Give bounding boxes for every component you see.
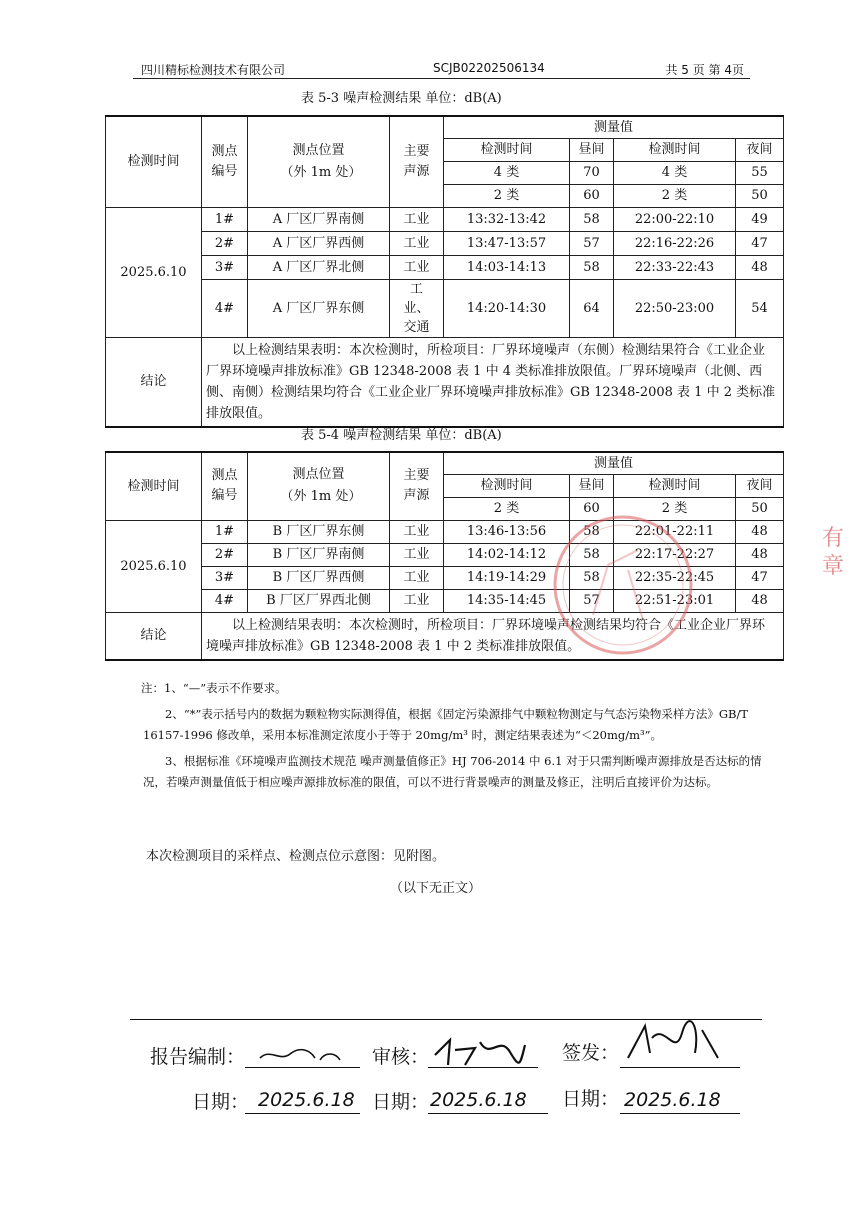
- table-cell: 2#: [202, 543, 248, 566]
- issue-signature: [620, 1018, 725, 1070]
- table-row: [106, 255, 784, 279]
- table2-header-time: 检测时间: [106, 452, 202, 520]
- date-line-1: [245, 1113, 360, 1114]
- table-cell: 48: [736, 589, 784, 612]
- date-2: 2025.6.18: [430, 1089, 527, 1111]
- table1-header-dettime-day: 检测时间: [444, 138, 570, 161]
- date-label-1: 日期：: [192, 1091, 250, 1113]
- table2-header-point-text: 测点编号: [211, 468, 238, 504]
- table2-header-dettime-night: 检测时间: [614, 474, 736, 497]
- table2-header-dettime-day: 检测时间: [444, 474, 570, 497]
- table2-header-location: [248, 452, 390, 520]
- table-cell: 工业: [390, 231, 444, 255]
- table1-header-location-text: 测点位置（外 1m 处）: [280, 142, 362, 180]
- table-cell: B 厂区厂界西北侧: [248, 589, 390, 612]
- company-name: 四川精标检测技术有限公司: [141, 63, 286, 77]
- table2-caption: 表 5-4 噪声检测结果 单位：dB(A): [301, 428, 502, 443]
- table2-std-cell: 2 类: [444, 497, 570, 520]
- table-cell: 13:32-13:42: [444, 207, 570, 231]
- table-cell: A 厂区厂界南侧: [248, 207, 390, 231]
- table1-std-cell: 4 类: [444, 161, 570, 184]
- table-cell: 14:03-14:13: [444, 255, 570, 279]
- table1-std-cell: 50: [736, 184, 784, 207]
- table-cell-text: 工业、交通: [403, 281, 430, 335]
- table-cell: 1#: [202, 520, 248, 543]
- table1: [105, 115, 784, 428]
- table1-caption: 表 5-3 噪声检测结果 单位：dB(A): [301, 91, 502, 106]
- table-cell: 22:17-22:27: [614, 543, 736, 566]
- table-cell: 4#: [202, 589, 248, 612]
- table1-conclusion-text: 以上检测结果表明：本次检测时，所检项目：厂界环境噪声（东侧）检测结果符合《工业企业厂界环境噪声排放标准》GB 12348-2008 表 1 中 4 类标准排放限值。厂界环境噪声（北侧、西侧、南侧）检测结果均符合《工业企业厂界环境噪声排放标准》GB 12348-2008 表 1 中 2 类标准排放限值。: [206, 342, 776, 421]
- figure-note: 本次检测项目的采样点、检测点位示意图：见附图。: [146, 849, 446, 864]
- table2-header-measure: 测量值: [444, 452, 784, 474]
- table1-header-measure: 测量值: [444, 116, 784, 138]
- table-row: [106, 231, 784, 255]
- table-cell: 22:35-22:45: [614, 566, 736, 589]
- seal-fragment-text: 有 章: [822, 526, 845, 579]
- table2-header-source-text: 主要声源: [403, 468, 430, 504]
- table1-conclusion-label: 结论: [106, 337, 202, 427]
- table1-header-point-text: 测点编号: [211, 143, 238, 179]
- table-cell: 22:33-22:43: [614, 255, 736, 279]
- table1-date: 2025.6.10: [106, 207, 202, 337]
- table-cell: 工业: [390, 520, 444, 543]
- table1-header-time: 检测时间: [106, 116, 202, 207]
- table-cell: 58: [570, 207, 614, 231]
- date-label-3: 日期：: [562, 1088, 620, 1110]
- table-cell: 13:46-13:56: [444, 520, 570, 543]
- table-cell: A 厂区厂界西侧: [248, 231, 390, 255]
- table1-std-cell: 2 类: [614, 184, 736, 207]
- table-cell: 64: [570, 279, 614, 337]
- table-cell: 2#: [202, 231, 248, 255]
- table-cell: 58: [570, 543, 614, 566]
- table-cell: 58: [570, 520, 614, 543]
- date-label-2: 日期：: [372, 1091, 430, 1113]
- notes: [143, 678, 783, 793]
- table-cell: 工业: [390, 543, 444, 566]
- table2-std-cell: 50: [736, 497, 784, 520]
- table1-std-cell: 4 类: [614, 161, 736, 184]
- table-cell: 22:00-22:10: [614, 207, 736, 231]
- report-number: SCJB02202506134: [433, 61, 545, 75]
- table-cell: 14:02-14:12: [444, 543, 570, 566]
- company-seal: [548, 510, 698, 660]
- table1-std-cell: 55: [736, 161, 784, 184]
- table1-header-source: [390, 116, 444, 207]
- table2-conclusion-label: 结论: [106, 612, 202, 660]
- prepared-signature: [255, 1040, 350, 1070]
- end-of-text: （以下无正文）: [390, 881, 482, 896]
- table2-header-day: 昼间: [570, 474, 614, 497]
- table-cell: 47: [736, 231, 784, 255]
- table-cell: 4#: [202, 279, 248, 337]
- table-cell: 48: [736, 255, 784, 279]
- table2-header-point: [202, 452, 248, 520]
- note-1: 注：1、“—”表示不作要求。: [141, 681, 287, 695]
- table-cell: 22:51-23:01: [614, 589, 736, 612]
- table2-conclusion-text: 以上检测结果表明：本次检测时，所检项目：厂界环境噪声检测结果均符合《工业企业厂界环境噪声排放标准》GB 12348-2008 表 1 中 2 类标准排放限值。: [206, 617, 766, 654]
- table2-header-night: 夜间: [736, 474, 784, 497]
- table-cell: 工业: [390, 255, 444, 279]
- table-cell: 1#: [202, 207, 248, 231]
- table-cell: 22:50-23:00: [614, 279, 736, 337]
- seal-fragment: [822, 525, 852, 581]
- date-1: 2025.6.18: [258, 1089, 355, 1111]
- table-cell: 22:16-22:26: [614, 231, 736, 255]
- table-cell: 3#: [202, 566, 248, 589]
- table-cell: 57: [570, 589, 614, 612]
- page-header: [133, 60, 750, 79]
- table1-header-location: [248, 116, 390, 207]
- table1-std-cell: 2 类: [444, 184, 570, 207]
- table-cell: 14:20-14:30: [444, 279, 570, 337]
- table1-header-night: 夜间: [736, 138, 784, 161]
- table-cell: 13:47-13:57: [444, 231, 570, 255]
- table1-conclusion: [202, 337, 784, 427]
- table1-header-source-text: 主要声源: [403, 143, 430, 179]
- table-cell: [390, 279, 444, 337]
- table-cell: 3#: [202, 255, 248, 279]
- date-line-2: [428, 1113, 548, 1114]
- table-cell: 工业: [390, 589, 444, 612]
- table-cell: B 厂区厂界东侧: [248, 520, 390, 543]
- table-cell: 14:35-14:45: [444, 589, 570, 612]
- table-cell: A 厂区厂界东侧: [248, 279, 390, 337]
- table1-header-day: 昼间: [570, 138, 614, 161]
- date-line-3: [620, 1113, 740, 1114]
- table-cell: 57: [570, 231, 614, 255]
- date-3: 2025.6.18: [624, 1089, 721, 1111]
- table-cell: 47: [736, 566, 784, 589]
- note-3: 3、根据标准《环境噪声监测技术规范 噪声测量值修正》HJ 706-2014 中 6.1 对于只需判断噪声源排放是否达标的情况，若噪声测量值低于相应噪声源排放标准的限值，可以不进行背景噪声的测量及修正，注明后直接评价为达标。: [143, 754, 762, 789]
- table-cell: 工业: [390, 566, 444, 589]
- table1-std-cell: 60: [570, 184, 614, 207]
- page-number: 共 5 页 第 4页: [665, 63, 744, 77]
- table-cell: 22:01-22:11: [614, 520, 736, 543]
- review-signature: [430, 1030, 530, 1070]
- table1-header-dettime-night: 检测时间: [614, 138, 736, 161]
- issue-label: 签发：: [562, 1042, 620, 1064]
- table-cell: 58: [570, 255, 614, 279]
- note-2: 2、“*”表示括号内的数据为颗粒物实际测得值，根据《固定污染源排气中颗粒物测定与气态污染物采样方法》GB/T 16157-1996 修改单，采用本标准测定浓度小于等于 20mg/m³ 时，测定结果表述为“＜20mg/m³”。: [143, 707, 749, 742]
- table2-date: 2025.6.10: [106, 520, 202, 612]
- table-cell: 48: [736, 543, 784, 566]
- review-label: 审核：: [372, 1046, 430, 1068]
- table-cell: B 厂区厂界西侧: [248, 566, 390, 589]
- table-cell: 54: [736, 279, 784, 337]
- table-cell: B 厂区厂界南侧: [248, 543, 390, 566]
- table1-std-cell: 70: [570, 161, 614, 184]
- table-row: [106, 279, 784, 337]
- table1-header-point: [202, 116, 248, 207]
- table2-header-source: [390, 452, 444, 520]
- table-cell: 工业: [390, 207, 444, 231]
- table-cell: 14:19-14:29: [444, 566, 570, 589]
- table-cell: 49: [736, 207, 784, 231]
- table2-header-location-text: 测点位置（外 1m 处）: [280, 467, 362, 505]
- table-cell: A 厂区厂界北侧: [248, 255, 390, 279]
- table-cell: 58: [570, 566, 614, 589]
- table2-std-cell: 60: [570, 497, 614, 520]
- table-row: [106, 207, 784, 231]
- table-cell: 48: [736, 520, 784, 543]
- prepared-label: 报告编制：: [150, 1046, 246, 1068]
- table2-std-cell: 2 类: [614, 497, 736, 520]
